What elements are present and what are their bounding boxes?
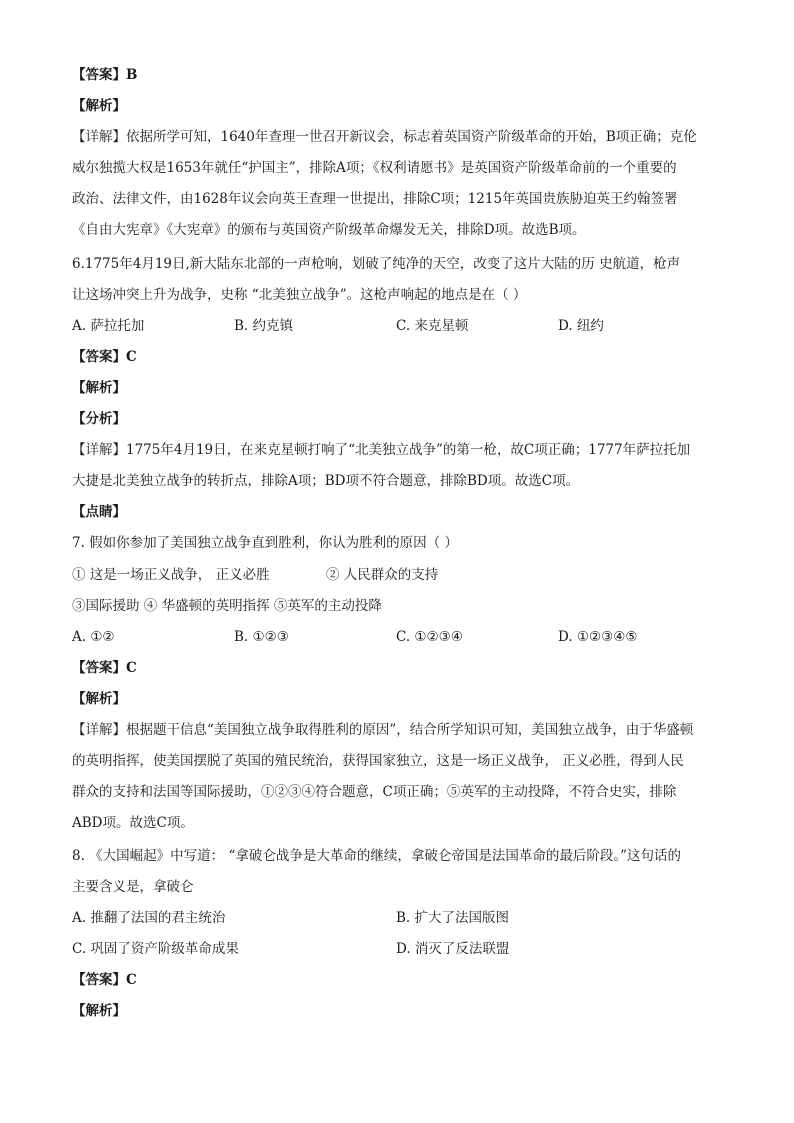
analysis-label: 【解析】 [72,380,126,396]
answer-label: 【答案】C [72,660,137,676]
question-stem: 主要含义是，拿破仑 [72,879,194,895]
detail-text: 【详解】根据题干信息“美国独立战争取得胜利的原因”，结合所学知识可知，美国独立战争，由于华盛顿 [72,722,694,738]
question-stem: 7. 假如你参加了美国独立战争直到胜利，你认为胜利的原因（ ） [72,535,458,551]
option-b: B. 扩大了法国版图 [396,910,510,926]
option-a: A. 萨拉托加 [72,318,145,334]
fenxi-label: 【分析】 [72,411,126,427]
analysis-label: 【解析】 [72,691,126,707]
detail-text: 威尔独揽大权是1653年就任“护国主”，排除A项；《权利请愿书》是英国资产阶级革命前的一个重要的 [72,160,677,176]
option-a: A. ①② [72,629,115,645]
detail-text: 群众的支持和法国等国际援助，①②③④符合题意，C项正确；⑤英军的主动投降，不符合史实，排除 [72,784,677,800]
detail-text: 【详解】1775年4月19日，在来克星顿打响了“北美独立战争”的第一枪，故C项正确；1777年萨拉托加 [72,442,691,458]
detail-text: 《自由大宪章》《大宪章》的颁布与英国资产阶级革命爆发无关，排除D项。故选B项。 [72,222,586,238]
detail-text: 的英明指挥，使美国摆脱了英国的殖民统治，获得国家独立，这是一场正义战争， 正义必胜，得到人民 [72,753,684,769]
detail-text: ABD项。故选C项。 [72,815,194,831]
question-stem: 6.1775年4月19日,新大陆东北部的一声枪响，划破了纯净的天空，改变了这片大陆的历 史航道，枪声 [72,256,681,272]
option-c: C. 巩固了资产阶级革命成果 [72,941,239,957]
question-stem: 让这场冲突上升为战争，史称 “北美独立战争”。这枪声响起的地点是在（ ） [72,287,527,303]
option-c: C. ①②③④ [396,629,463,645]
option-d: D. 纽约 [558,318,604,334]
option-a: A. 推翻了法国的君主统治 [72,910,226,926]
detail-text: 【详解】依据所学可知，1640年查理一世召开新议会，标志着英国资产阶级革命的开始，B项正确；克伦 [72,129,697,145]
analysis-label: 【解析】 [72,98,126,114]
option-b: B. ①②③ [234,629,289,645]
answer-label: 【答案】B [72,67,138,83]
answer-label: 【答案】C [72,349,137,365]
choice-item: ① 这是一场正义战争， 正义必胜 [72,567,270,583]
option-c: C. 来克星顿 [396,318,469,334]
analysis-label: 【解析】 [72,1003,126,1019]
choice-items: ③国际援助 ④ 华盛顿的英明指挥 ⑤英军的主动投降 [72,598,382,614]
option-b: B. 约克镇 [234,318,294,334]
detail-text: 政治、法律文件，由1628年议会向英王查理一世提出，排除C项；1215年英国贵族胁迫英王约翰签署 [72,191,678,207]
dianjing-label: 【点睛】 [72,504,126,520]
detail-text: 大捷是北美独立战争的转折点，排除A项；BD项不符合题意，排除BD项。故选C项。 [72,473,580,489]
option-d: D. ①②③④⑤ [558,629,638,645]
answer-label: 【答案】C [72,972,137,988]
option-d: D. 消灭了反法联盟 [396,941,510,957]
choice-item: ② 人民群众的支持 [326,567,439,583]
question-stem: 8. 《大国崛起》中写道： “拿破仑战争是大革命的继续，拿破仑帝国是法国革命的最后阶段。”这句话的 [72,848,682,864]
